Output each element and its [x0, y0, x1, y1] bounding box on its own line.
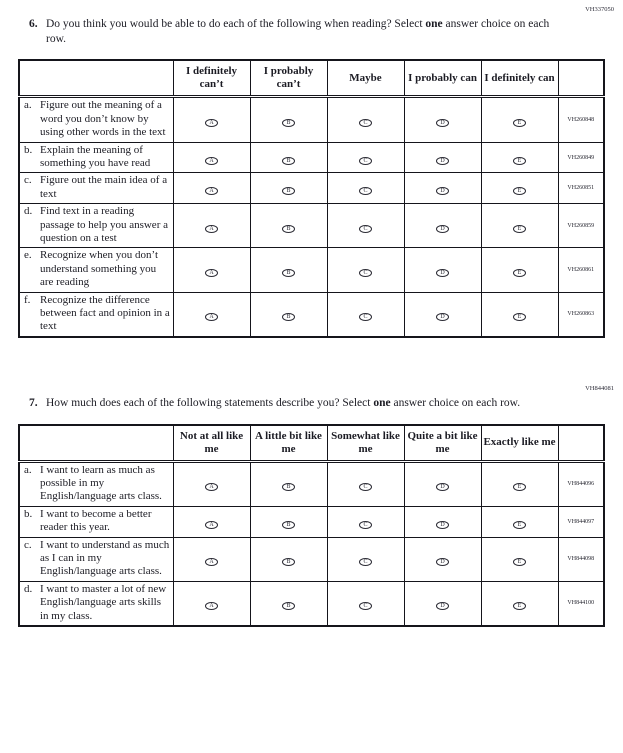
answer-bubble-b[interactable]: B [282, 521, 295, 529]
answer-bubble-e[interactable]: E [513, 313, 526, 321]
answer-bubble-b[interactable]: B [282, 483, 295, 491]
answer-bubble-d[interactable]: D [436, 225, 449, 233]
question-7-accession-code: VH844081 [585, 384, 614, 392]
variable-code: VH844096 [558, 461, 604, 506]
question-7-table [18, 424, 605, 627]
row-stem: c. I want to understand as much as I can in my English/language arts class. [19, 537, 173, 581]
answer-bubble-c[interactable]: C [359, 157, 372, 165]
answer-bubble-e[interactable]: E [513, 225, 526, 233]
table-row [19, 204, 604, 248]
variable-code: VH844100 [558, 581, 604, 626]
answer-bubble-d[interactable]: D [436, 187, 449, 195]
answer-bubble-b[interactable]: B [282, 187, 295, 195]
row-stem: f. Recognize the difference between fact and opinion in a text [19, 292, 173, 337]
answer-bubble-e[interactable]: E [513, 157, 526, 165]
answer-bubble-e[interactable]: E [513, 187, 526, 195]
row-stem: c. Figure out the main idea of a text [19, 173, 173, 204]
answer-bubble-c[interactable]: C [359, 313, 372, 321]
answer-bubble-a[interactable]: A [205, 558, 218, 566]
column-header: Quite a bit like me [404, 425, 481, 461]
question-6-number: 6. [29, 18, 38, 30]
answer-bubble-c[interactable]: C [359, 119, 372, 127]
column-header: Not at all like me [173, 425, 250, 461]
answer-bubble-c[interactable]: C [359, 483, 372, 491]
answer-bubble-d[interactable]: D [436, 269, 449, 277]
column-header: Somewhat like me [327, 425, 404, 461]
question-7 [0, 384, 623, 627]
answer-bubble-e[interactable]: E [513, 602, 526, 610]
column-header: I definitely can [481, 60, 558, 96]
stem-header-blank [19, 425, 173, 461]
answer-bubble-e[interactable]: E [513, 558, 526, 566]
table-row [19, 292, 604, 337]
answer-bubble-b[interactable]: B [282, 269, 295, 277]
question-7-number: 7. [29, 396, 38, 409]
answer-bubble-d[interactable]: D [436, 119, 449, 127]
variable-code: VH260863 [558, 292, 604, 337]
table-row [19, 142, 604, 173]
question-6-prompt: Do you think you would be able to do each of the following when reading? Select one answer choice on each row. [46, 18, 550, 45]
answer-bubble-d[interactable]: D [436, 602, 449, 610]
answer-bubble-a[interactable]: A [205, 313, 218, 321]
stem-header-blank [19, 60, 173, 96]
answer-bubble-e[interactable]: E [513, 119, 526, 127]
answer-bubble-a[interactable]: A [205, 225, 218, 233]
variable-code: VH844097 [558, 506, 604, 537]
column-header: Maybe [327, 60, 404, 96]
table-row [19, 248, 604, 292]
answer-bubble-c[interactable]: C [359, 269, 372, 277]
answer-bubble-c[interactable]: C [359, 602, 372, 610]
answer-bubble-a[interactable]: A [205, 602, 218, 610]
question-6-header-row [19, 60, 604, 96]
answer-bubble-c[interactable]: C [359, 225, 372, 233]
row-stem: a. I want to learn as much as possible in my English/language arts class. [19, 461, 173, 506]
table-row [19, 506, 604, 537]
answer-bubble-b[interactable]: B [282, 558, 295, 566]
answer-bubble-a[interactable]: A [205, 187, 218, 195]
table-row [19, 581, 604, 626]
row-stem: d. I want to master a lot of new English/language arts skills in my class. [19, 581, 173, 626]
code-header-blank [558, 425, 604, 461]
code-header-blank [558, 60, 604, 96]
variable-code: VH260859 [558, 204, 604, 248]
table-row [19, 173, 604, 204]
column-header: I definitely can’t [173, 60, 250, 96]
question-7-header-row [19, 425, 604, 461]
answer-bubble-a[interactable]: A [205, 521, 218, 529]
variable-code: VH260861 [558, 248, 604, 292]
variable-code: VH260849 [558, 142, 604, 173]
variable-code: VH844098 [558, 537, 604, 581]
row-stem: a. Figure out the meaning of a word you don’t know by using other words in the text [19, 97, 173, 142]
question-6-accession-code: VH337050 [585, 6, 614, 13]
answer-bubble-c[interactable]: C [359, 521, 372, 529]
variable-code: VH260851 [558, 173, 604, 204]
row-stem: b. Explain the meaning of something you have read [19, 142, 173, 173]
answer-bubble-d[interactable]: D [436, 521, 449, 529]
answer-bubble-d[interactable]: D [436, 483, 449, 491]
row-stem: d. Find text in a reading passage to help you answer a question on a test [19, 204, 173, 248]
question-7-text [29, 396, 551, 411]
column-header: I probably can’t [250, 60, 327, 96]
answer-bubble-e[interactable]: E [513, 269, 526, 277]
answer-bubble-a[interactable]: A [205, 119, 218, 127]
answer-bubble-d[interactable]: D [436, 558, 449, 566]
variable-code: VH260848 [558, 97, 604, 142]
answer-bubble-d[interactable]: D [436, 313, 449, 321]
column-header: Exactly like me [481, 425, 558, 461]
column-header: A little bit like me [250, 425, 327, 461]
row-stem: b. I want to become a better reader this year. [19, 506, 173, 537]
answer-bubble-e[interactable]: E [513, 521, 526, 529]
table-row [19, 537, 604, 581]
answer-bubble-b[interactable]: B [282, 602, 295, 610]
answer-bubble-a[interactable]: A [205, 269, 218, 277]
answer-bubble-b[interactable]: B [282, 119, 295, 127]
answer-bubble-a[interactable]: A [205, 483, 218, 491]
question-6-text [29, 17, 551, 46]
answer-bubble-b[interactable]: B [282, 157, 295, 165]
answer-bubble-b[interactable]: B [282, 225, 295, 233]
answer-bubble-a[interactable]: A [205, 157, 218, 165]
answer-bubble-d[interactable]: D [436, 157, 449, 165]
answer-bubble-b[interactable]: B [282, 313, 295, 321]
answer-bubble-e[interactable]: E [513, 483, 526, 491]
answer-bubble-c[interactable]: C [359, 187, 372, 195]
question-7-prompt: How much does each of the following statements describe you? Select one answer choice on each row. [46, 396, 521, 409]
question-6 [0, 5, 623, 338]
table-row [19, 97, 604, 142]
row-stem: e. Recognize when you don’t understand something you are reading [19, 248, 173, 292]
table-row [19, 461, 604, 506]
answer-bubble-c[interactable]: C [359, 558, 372, 566]
column-header: I probably can [404, 60, 481, 96]
question-6-table [18, 59, 605, 337]
